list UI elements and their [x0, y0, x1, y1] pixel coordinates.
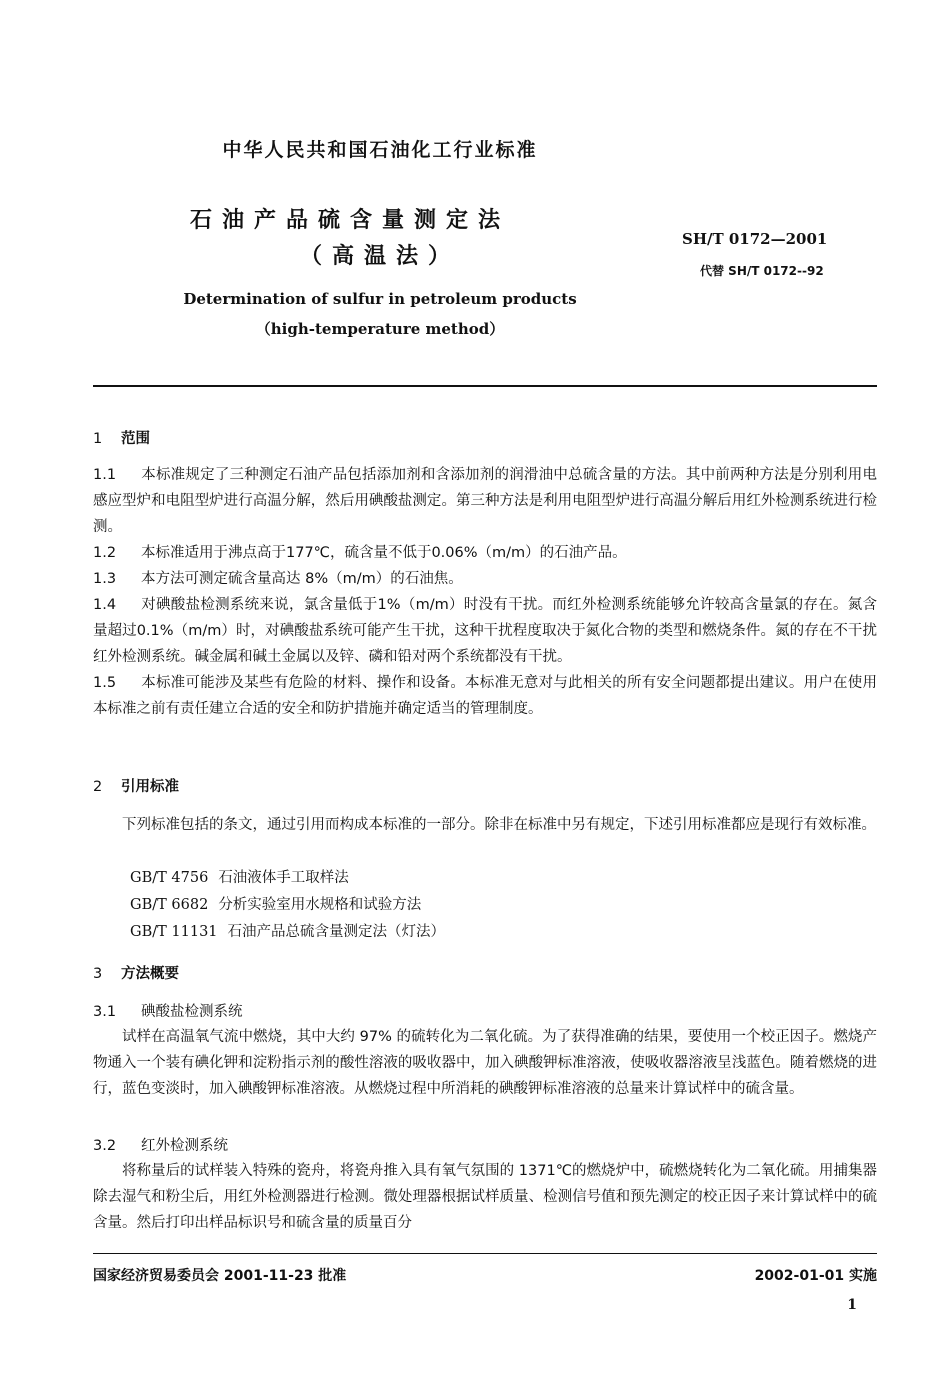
subsection-3-2-heading [93, 1134, 228, 1155]
section-number: 3 [93, 966, 103, 982]
document-title-english: Determination of sulfur in petroleum products [183, 290, 577, 308]
replaces-standard: 代替 SH/T 0172--92 [700, 264, 824, 278]
section-title: 引用标准 [121, 779, 179, 795]
paragraph-number: 1.3 [93, 571, 117, 587]
reference-code: GB/T 6682 [130, 897, 209, 913]
paragraph-number: 1.1 [93, 467, 117, 483]
subsection-3-1-text: 试样在高温氧气流中燃烧，其中大约 97% 的硫转化为二氧化硫。为了获得准确的结果，要使用一个校正因子。燃烧产物通入一个装有碘化钾和淀粉指示剂的酸性溶液的吸收器中，加入碘酸钾标准溶液，使吸收器溶液呈浅蓝色。随着燃烧的进行，蓝色变淡时，加入碘酸钾标准溶液。从燃烧过程中所消耗的碘酸钾标准溶液的总量来计算试样中的硫含量。 [93, 1029, 877, 1097]
document-subtitle-english: （high-temperature method） [255, 320, 505, 338]
footer-divider [93, 1253, 877, 1254]
reference-code: GB/T 11131 [130, 924, 218, 940]
approval-line: 国家经济贸易委员会 2001-11-23 批准 [93, 1268, 347, 1284]
reference-name: 分析实验室用水规格和试验方法 [218, 897, 422, 913]
industry-standard-heading: 中华人民共和国石油化工行业标准 [222, 139, 538, 161]
document-subtitle-chinese: （高温法） [300, 244, 461, 269]
paragraph-text: 对碘酸盐检测系统来说，氯含量低于1%（m/m）时没有干扰。而红外检测系统能够允许较高含量氯的存在。氮含量超过0.1%（m/m）时，对碘酸盐系统可能产生干扰，这种干扰程度取决于氮化合物的类型和燃烧条件。氮的存在不干扰红外检测系统。碱金属和碱土金属以及锌、磷和铅对两个系统都没有干扰。 [93, 597, 877, 665]
paragraph-1-1 [93, 462, 877, 540]
section-1-body [93, 462, 877, 722]
subsection-3-1-heading [93, 1000, 243, 1021]
paragraph-1-4 [93, 592, 877, 670]
paragraph-1-2 [93, 540, 877, 566]
subsection-title: 红外检测系统 [141, 1138, 228, 1154]
paragraph-text: 本方法可测定硫含量高达 8%（m/m）的石油焦。 [141, 571, 463, 587]
subsection-title: 碘酸盐检测系统 [141, 1004, 243, 1020]
section-title: 范围 [121, 431, 150, 447]
reference-item [130, 866, 349, 887]
page-number: 1 [847, 1297, 857, 1313]
paragraph-number: 1.5 [93, 675, 117, 691]
reference-code: GB/T 4756 [130, 870, 209, 886]
section-title: 方法概要 [121, 966, 179, 982]
paragraph-text: 本标准可能涉及某些有危险的材料、操作和设备。本标准无意对与此相关的所有安全问题都提出建议。用户在使用本标准之前有责任建立合适的安全和防护措施并确定适当的管理制度。 [93, 675, 877, 717]
section-number: 1 [93, 431, 103, 447]
paragraph-number: 1.2 [93, 545, 117, 561]
subsection-number: 3.1 [93, 1004, 117, 1020]
section-2-heading [93, 775, 179, 796]
subsection-number: 3.2 [93, 1138, 117, 1154]
paragraph-text: 本标准适用于沸点高于177℃，硫含量不低于0.06%（m/m）的石油产品。 [141, 545, 627, 561]
reference-item [130, 920, 445, 941]
paragraph-text: 本标准规定了三种测定石油产品包括添加剂和含添加剂的润滑油中总硫含量的方法。其中前两种方法是分别利用电感应型炉和电阻型炉进行高温分解，然后用碘酸盐测定。第三种方法是利用电阻型炉进行高温分解后用红外检测系统进行检测。 [93, 467, 877, 535]
paragraph-1-5 [93, 670, 877, 722]
section-1-heading [93, 427, 150, 448]
paragraph-1-3 [93, 566, 877, 592]
document-title-chinese: 石油产品硫含量测定法 [190, 208, 511, 233]
subsection-3-2-text: 将称量后的试样装入特殊的瓷舟，将瓷舟推入具有氧气氛围的 1371℃的燃烧炉中，硫燃烧转化为二氧化硫。用捕集器除去湿气和粉尘后，用红外检测器进行检测。微处理器根据试样质量、检测信号值和预先测定的校正因子来计算试样中的硫含量。然后打印出样品标识号和硫含量的质量百分 [93, 1163, 877, 1231]
reference-item [130, 893, 421, 914]
reference-name: 石油液体手工取样法 [218, 870, 349, 886]
section-number: 2 [93, 779, 103, 795]
header-divider [93, 385, 877, 387]
paragraph-number: 1.4 [93, 597, 117, 613]
section-3-heading [93, 962, 179, 983]
reference-name: 石油产品总硫含量测定法（灯法） [227, 924, 446, 940]
section-2-intro: 下列标准包括的条文，通过引用而构成本标准的一部分。除非在标准中另有规定，下述引用标准都应是现行有效标准。 [122, 817, 876, 833]
effective-date-line: 2002-01-01 实施 [754, 1268, 877, 1284]
standard-number: SH/T 0172—2001 [682, 230, 828, 248]
